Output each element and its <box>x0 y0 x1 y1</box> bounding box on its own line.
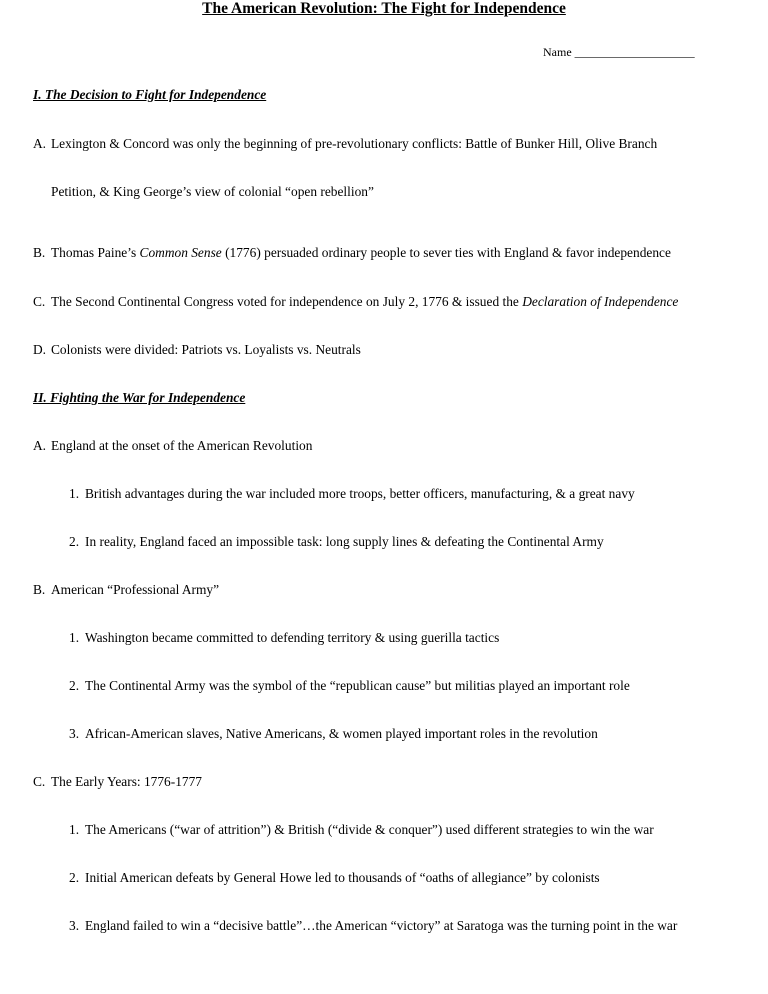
item-text: British advantages during the war included more troops, better officers, manufacturing, & a great navy <box>85 486 635 501</box>
section-2-item-c-2 <box>69 870 600 886</box>
item-text: The Americans (“war of attrition”) & British (“divide & conquer”) used different strategies to win the war <box>85 822 654 837</box>
section-1-item-d <box>33 342 361 358</box>
item-text: The Second Continental Congress voted for independence on July 2, 1776 & issued the <box>51 294 523 309</box>
item-text: England failed to win a “decisive battle”…the American “victory” at Saratoga was the turning point in the war <box>85 918 678 933</box>
item-text: Initial American defeats by General Howe led to thousands of “oaths of allegiance” by colonists <box>85 870 600 885</box>
item-letter: A. <box>33 136 47 151</box>
item-number: 1. <box>69 630 80 645</box>
item-number: 2. <box>69 870 80 885</box>
item-text: Washington became committed to defending territory & using guerilla tactics <box>85 630 500 645</box>
section-2-item-c <box>33 774 202 790</box>
item-text: England at the onset of the American Revolution <box>51 438 313 453</box>
section-2-item-b-3 <box>69 726 598 742</box>
item-letter: D. <box>33 342 47 357</box>
item-letter: C. <box>33 294 46 309</box>
section-2-item-b-1 <box>69 630 499 646</box>
item-number: 3. <box>69 726 80 741</box>
item-text: Thomas Paine’s <box>51 245 140 260</box>
item-letter: B. <box>33 245 46 260</box>
item-letter: A. <box>33 438 47 453</box>
item-text: In reality, England faced an impossible task: long supply lines & defeating the Continental Army <box>85 534 604 549</box>
item-text-continued: (1776) persuaded ordinary people to sever ties with England & favor independence <box>221 245 671 260</box>
item-letter: C. <box>33 774 46 789</box>
item-number: 2. <box>69 678 80 693</box>
section-2-item-c-3 <box>69 918 677 934</box>
item-text: African-American slaves, Native Americans, & women played important roles in the revolution <box>85 726 598 741</box>
section-1-item-c <box>33 294 678 310</box>
section-2-item-a-2 <box>69 534 604 550</box>
section-2-item-a <box>33 438 312 454</box>
section-1-item-a-continued: Petition, & King George’s view of colonial “open rebellion” <box>51 184 374 199</box>
item-text: The Early Years: 1776-1777 <box>51 774 202 789</box>
item-number: 1. <box>69 822 80 837</box>
section-2-heading: II. Fighting the War for Independence <box>33 390 246 405</box>
item-text: Lexington & Concord was only the beginning of pre-revolutionary conflicts: Battle of Bunker Hill, Olive Branch <box>51 136 658 151</box>
section-1-item-b <box>33 245 671 261</box>
section-1-item-a <box>33 136 657 152</box>
book-title: Common Sense <box>139 245 222 260</box>
page-title: The American Revolution: The Fight for Independence <box>202 0 566 17</box>
section-1-heading: I. The Decision to Fight for Independence <box>33 87 267 102</box>
item-text: The Continental Army was the symbol of the “republican cause” but militias played an important role <box>85 678 630 693</box>
item-letter: B. <box>33 582 46 597</box>
item-number: 3. <box>69 918 80 933</box>
section-2-item-b-2 <box>69 678 630 694</box>
item-text: American “Professional Army” <box>51 582 220 597</box>
name-field-label: Name ____________________ <box>543 45 695 59</box>
item-text: Colonists were divided: Patriots vs. Loyalists vs. Neutrals <box>51 342 361 357</box>
section-2-item-b <box>33 582 219 598</box>
document-title: Declaration of Independence <box>522 294 679 309</box>
item-number: 1. <box>69 486 80 501</box>
section-2-item-c-1 <box>69 822 654 838</box>
section-2-item-a-1 <box>69 486 635 502</box>
item-number: 2. <box>69 534 80 549</box>
